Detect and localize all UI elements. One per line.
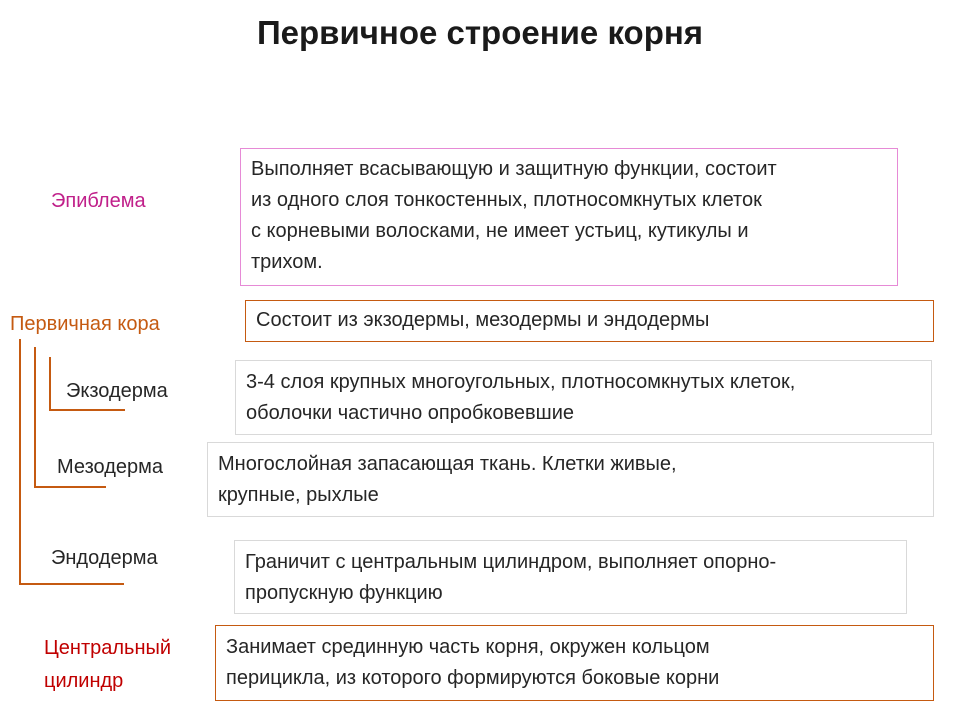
definition-line: Состоит из экзодермы, мезодермы и эндодермы [256, 309, 710, 331]
bracket-endodermis-horizontal [19, 583, 124, 585]
definition-line: пропускную функцию [245, 582, 443, 604]
definition-box-epiblema [240, 148, 898, 286]
slide-title: Первичное строение корня [256, 14, 704, 51]
bracket-mesodermis-horizontal [34, 486, 106, 488]
definition-box-endodermis [234, 540, 907, 614]
bracket-exodermis-horizontal [49, 409, 125, 411]
definition-box-mesodermis [207, 442, 934, 517]
label-mesodermis: Мезодерма [57, 456, 163, 478]
definition-box-central-cylinder [215, 625, 934, 701]
label-exodermis: Экзодерма [66, 380, 168, 402]
definition-line: Многослойная запасающая ткань. Клетки живые, [218, 453, 677, 475]
definition-line: крупные, рыхлые [218, 484, 379, 506]
label-central-cylinder-line: цилиндр [44, 670, 124, 692]
label-central-cylinder [44, 632, 171, 698]
definition-line: оболочки частично опробковевшие [246, 402, 574, 424]
definition-box-primary-cortex [245, 300, 934, 342]
definition-line: трихом. [251, 251, 323, 273]
definition-line: из одного слоя тонкостенных, плотносомкнутых клеток [251, 189, 762, 211]
definition-line: Выполняет всасывающую и защитную функции, состоит [251, 158, 777, 180]
definition-line: перицикла, из которого формируются боковые корни [226, 667, 720, 689]
label-epiblema: Эпиблема [51, 190, 146, 212]
label-endodermis: Эндодерма [51, 547, 158, 569]
definition-box-exodermis [235, 360, 932, 435]
label-primary-cortex: Первичная кора [10, 313, 160, 335]
definition-line: 3-4 слоя крупных многоугольных, плотносомкнутых клеток, [246, 371, 796, 393]
definition-line: с корневыми волосками, не имеет устьиц, кутикулы и [251, 220, 749, 242]
definition-line: Занимает срединную часть корня, окружен кольцом [226, 636, 710, 658]
bracket-endodermis-vertical [19, 339, 21, 585]
bracket-mesodermis-vertical [34, 347, 36, 488]
bracket-exodermis-vertical [49, 357, 51, 411]
definition-line: Граничит с центральным цилиндром, выполняет опорно- [245, 551, 777, 573]
label-central-cylinder-line: Центральный [44, 637, 172, 659]
